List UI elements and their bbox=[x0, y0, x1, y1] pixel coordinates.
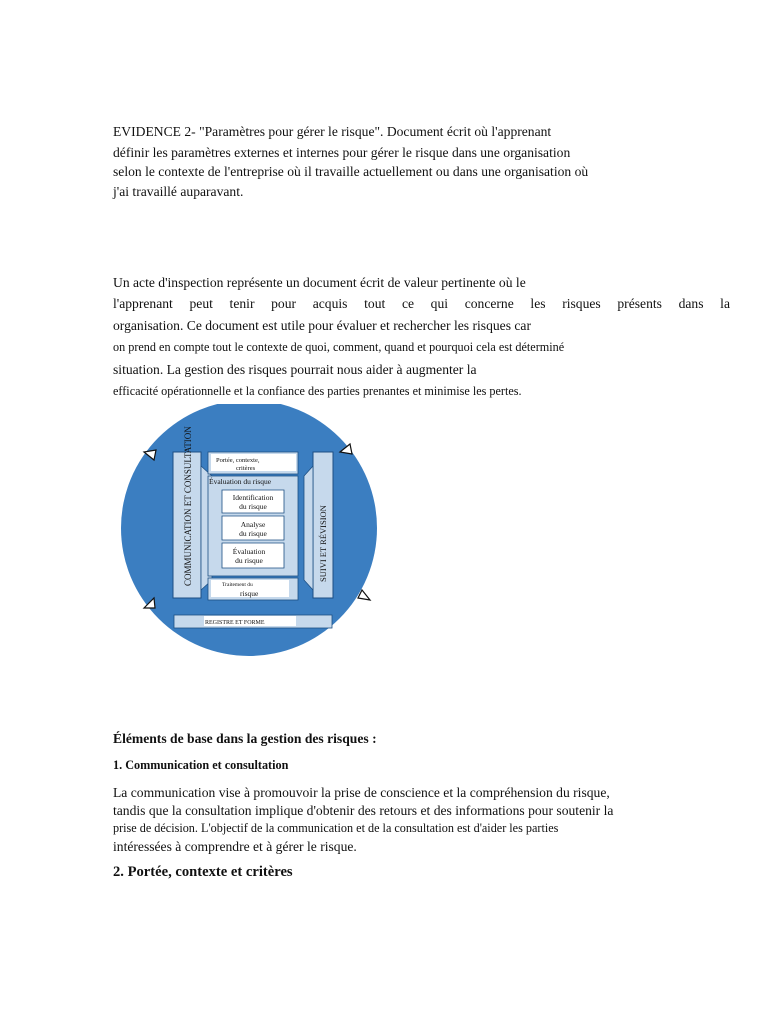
scope-label: Portée, contexte, bbox=[216, 457, 260, 464]
item1-line: tandis que la consultation implique d'obtenir des retours et des informations pour soutenir la bbox=[113, 803, 614, 818]
scope-label: critères bbox=[236, 465, 256, 472]
treatment-label: Traitement du bbox=[222, 582, 253, 588]
analysis-label: Analyse bbox=[240, 520, 266, 529]
treatment-label: risque bbox=[240, 589, 259, 598]
item1-line: prise de décision. L'objectif de la communication et de la consultation est d'aider les parties bbox=[113, 821, 559, 835]
intro-line: Un acte d'inspection représente un document écrit de valeur pertinente où le bbox=[113, 275, 526, 290]
item1-heading: 1. Communication et consultation bbox=[113, 758, 289, 772]
analysis-label: du risque bbox=[239, 529, 267, 538]
review-bar-arrow bbox=[304, 466, 313, 590]
item1-line: La communication vise à promouvoir la prise de conscience et la compréhension du risque, bbox=[113, 785, 610, 800]
intro-line: efficacité opérationnelle et la confiance des parties prenantes et minimise les pertes. bbox=[113, 384, 522, 398]
intro-line: l'apprenant peut tenir pour acquis tout ce qui concerne les risques présents dans la bbox=[113, 296, 730, 311]
item1-line: intéressées à comprendre et à gérer le risque. bbox=[113, 839, 357, 854]
evidence-line: EVIDENCE 2- "Paramètres pour gérer le risque". Document écrit où l'apprenant bbox=[113, 124, 552, 139]
risk-management-diagram bbox=[118, 404, 388, 664]
intro-line: on prend en compte tout le contexte de quoi, comment, quand et pourquoi cela est déterminé bbox=[113, 340, 565, 354]
identification-label: Identification bbox=[232, 493, 274, 502]
item2-heading: 2. Portée, contexte et critères bbox=[113, 864, 293, 880]
assessment-label: Évaluation bbox=[232, 547, 266, 556]
assessment-label: du risque bbox=[235, 556, 263, 565]
evidence-line: selon le contexte de l'entreprise où il travaille actuellement ou dans une organisation où bbox=[113, 164, 589, 179]
evidence-line: j'ai travaillé auparavant. bbox=[113, 184, 244, 199]
elements-heading: Éléments de base dans la gestion des risques : bbox=[113, 731, 377, 746]
review-bar-label: SUIVI ET RÉVISION bbox=[318, 505, 328, 582]
communication-bar-label: COMMUNICATION ET CONSULTATION bbox=[183, 426, 193, 586]
intro-line: organisation. Ce document est utile pour évaluer et rechercher les risques car bbox=[113, 318, 531, 333]
identification-label: du risque bbox=[239, 502, 267, 511]
registry-label: REGISTRE ET FORME bbox=[205, 620, 265, 626]
evaluation-title: Évaluation du risque bbox=[209, 477, 272, 486]
intro-line: situation. La gestion des risques pourrait nous aider à augmenter la bbox=[113, 362, 477, 377]
evidence-line: définir les paramètres externes et internes pour gérer le risque dans une organisation bbox=[113, 145, 571, 160]
